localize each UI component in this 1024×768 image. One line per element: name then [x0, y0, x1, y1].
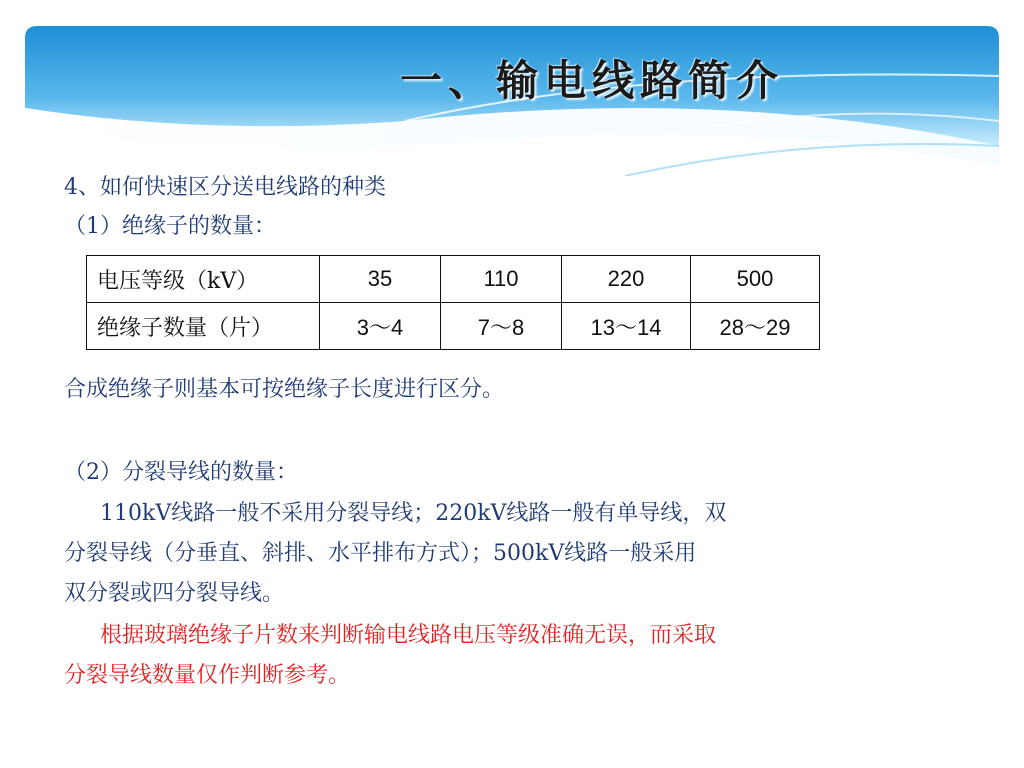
table-cell: 500 — [691, 256, 820, 303]
table-row — [87, 256, 820, 303]
insulator-table — [86, 255, 820, 350]
table-row — [87, 303, 820, 350]
conclusion-line: 分裂导线数量仅作判断参考。 — [64, 663, 351, 688]
slide-title: 一、输电线路简介 — [400, 56, 785, 105]
section-heading: 4、如何快速区分送电线路的种类 — [64, 175, 386, 200]
table-cell: 28～29 — [691, 303, 820, 350]
table-cell: 220 — [562, 256, 691, 303]
row-label: 绝缘子数量（片） — [87, 303, 320, 350]
conclusion-line: 根据玻璃绝缘子片数来判断输电线路电压等级准确无误，而采取 — [100, 623, 717, 648]
table-cell: 13～14 — [562, 303, 691, 350]
table-cell: 35 — [320, 256, 441, 303]
paragraph-line: 分裂导线（分垂直、斜排、水平排布方式）；500kV线路一般采用 — [64, 541, 697, 566]
row-label: 电压等级（kV） — [87, 256, 320, 303]
table-cell: 3～4 — [320, 303, 441, 350]
subheading-bundle-conductors: （2）分裂导线的数量： — [64, 460, 298, 485]
paragraph-line: 110kV线路一般不采用分裂导线；220kV线路一般有单导线，双 — [100, 501, 727, 526]
composite-insulator-note: 合成绝缘子则基本可按绝缘子长度进行区分。 — [64, 377, 505, 402]
paragraph-line: 双分裂或四分裂导线。 — [64, 581, 285, 606]
table-cell: 7～8 — [441, 303, 562, 350]
subheading-insulator-count: （1）绝缘子的数量： — [64, 214, 276, 239]
table-cell: 110 — [441, 256, 562, 303]
